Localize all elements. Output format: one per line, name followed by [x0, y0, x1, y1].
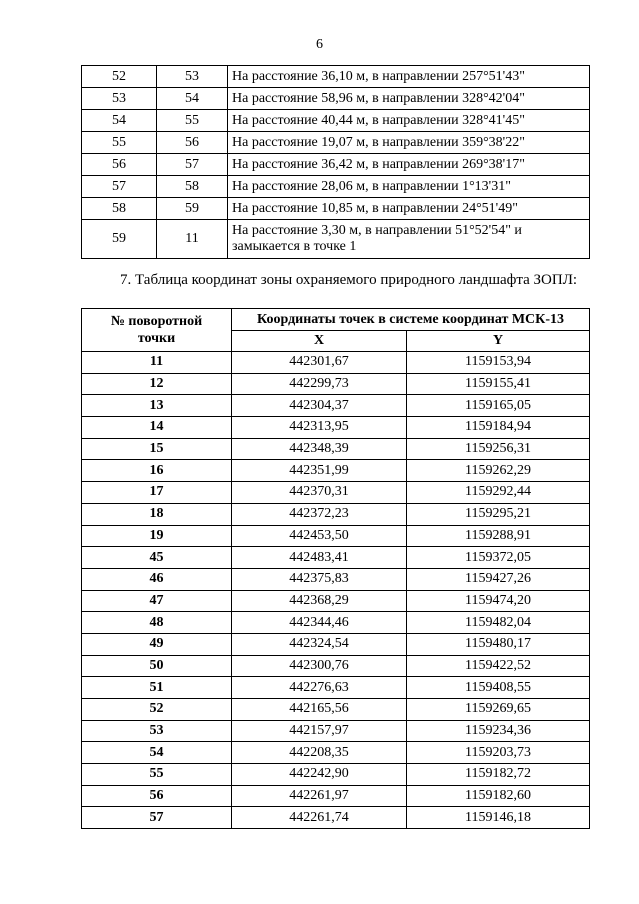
point-number-cell: 57: [82, 807, 232, 829]
point-number-cell: 16: [82, 460, 232, 482]
point-number-cell: 15: [82, 438, 232, 460]
x-cell: 442304,37: [232, 395, 407, 417]
segments-table: [81, 65, 590, 259]
point-number-cell: 49: [82, 633, 232, 655]
to-point-cell: 54: [157, 88, 228, 110]
x-cell: 442483,41: [232, 547, 407, 569]
y-cell: 1159153,94: [407, 352, 590, 374]
coordinates-table: [81, 308, 590, 829]
table-row: [82, 482, 590, 504]
y-cell: 1159234,36: [407, 720, 590, 742]
to-point-cell: 56: [157, 132, 228, 154]
table-row: [82, 547, 590, 569]
from-point-cell: 55: [82, 132, 157, 154]
coordinates-header: Координаты точек в системе координат МСК-13: [232, 309, 590, 331]
table-row: [82, 176, 590, 198]
table-row: [82, 807, 590, 829]
table-row: [82, 699, 590, 721]
to-point-cell: 59: [157, 198, 228, 220]
table-row: [82, 352, 590, 374]
from-point-cell: 52: [82, 66, 157, 88]
point-number-cell: 47: [82, 590, 232, 612]
page-number: 6: [316, 37, 323, 52]
from-point-cell: 54: [82, 110, 157, 132]
description-line: замыкается в точке 1: [232, 239, 357, 254]
y-cell: 1159182,60: [407, 785, 590, 807]
header-row: [82, 309, 590, 331]
description-line: На расстояние 3,30 м, в направлении 51°52'54" и: [232, 223, 522, 238]
description-cell: [228, 220, 590, 259]
x-cell: 442299,73: [232, 373, 407, 395]
table-caption: 7. Таблица координат зоны охраняемого природного ландшафта ЗОПЛ:: [120, 272, 578, 288]
y-cell: 1159408,55: [407, 677, 590, 699]
x-cell: 442370,31: [232, 482, 407, 504]
y-cell: 1159422,52: [407, 655, 590, 677]
table-row: [82, 633, 590, 655]
point-number-cell: 54: [82, 742, 232, 764]
x-cell: 442348,39: [232, 438, 407, 460]
from-point-cell: 53: [82, 88, 157, 110]
description-cell: На расстояние 28,06 м, в направлении 1°13'31": [228, 176, 590, 198]
description-cell: На расстояние 58,96 м, в направлении 328°42'04": [228, 88, 590, 110]
point-number-cell: 12: [82, 373, 232, 395]
x-cell: 442368,29: [232, 590, 407, 612]
table-row: [82, 655, 590, 677]
x-cell: 442351,99: [232, 460, 407, 482]
point-header-line: № поворотной: [110, 314, 203, 329]
to-point-cell: 57: [157, 154, 228, 176]
y-cell: 1159165,05: [407, 395, 590, 417]
table-row: [82, 438, 590, 460]
description-cell: На расстояние 19,07 м, в направлении 359°38'22": [228, 132, 590, 154]
table-row: [82, 132, 590, 154]
to-point-cell: 53: [157, 66, 228, 88]
table-row: [82, 110, 590, 132]
y-cell: 1159427,26: [407, 568, 590, 590]
table-row: [82, 764, 590, 786]
table-row: [82, 395, 590, 417]
y-cell: 1159203,73: [407, 742, 590, 764]
table-row: [82, 373, 590, 395]
description-cell: На расстояние 36,42 м, в направлении 269°38'17": [228, 154, 590, 176]
x-cell: 442375,83: [232, 568, 407, 590]
table-row: [82, 220, 590, 259]
x-cell: 442276,63: [232, 677, 407, 699]
point-number-cell: 46: [82, 568, 232, 590]
x-cell: 442344,46: [232, 612, 407, 634]
y-cell: 1159182,72: [407, 764, 590, 786]
y-header: Y: [407, 331, 590, 352]
x-cell: 442300,76: [232, 655, 407, 677]
x-cell: 442242,90: [232, 764, 407, 786]
y-cell: 1159146,18: [407, 807, 590, 829]
y-cell: 1159256,31: [407, 438, 590, 460]
x-cell: 442324,54: [232, 633, 407, 655]
point-number-cell: 13: [82, 395, 232, 417]
table-row: [82, 460, 590, 482]
from-point-cell: 58: [82, 198, 157, 220]
to-point-cell: 11: [157, 220, 228, 259]
x-cell: 442157,97: [232, 720, 407, 742]
table-row: [82, 742, 590, 764]
x-cell: 442301,67: [232, 352, 407, 374]
point-number-cell: 11: [82, 352, 232, 374]
y-cell: 1159372,05: [407, 547, 590, 569]
table-row: [82, 417, 590, 439]
to-point-cell: 55: [157, 110, 228, 132]
description-cell: На расстояние 36,10 м, в направлении 257°51'43": [228, 66, 590, 88]
point-number-cell: 18: [82, 503, 232, 525]
y-cell: 1159295,21: [407, 503, 590, 525]
x-cell: 442313,95: [232, 417, 407, 439]
table-row: [82, 66, 590, 88]
table-row: [82, 590, 590, 612]
point-number-cell: 19: [82, 525, 232, 547]
point-number-cell: 14: [82, 417, 232, 439]
point-number-cell: 17: [82, 482, 232, 504]
point-number-cell: 45: [82, 547, 232, 569]
y-cell: 1159482,04: [407, 612, 590, 634]
point-number-cell: 50: [82, 655, 232, 677]
description-cell: На расстояние 10,85 м, в направлении 24°51'49": [228, 198, 590, 220]
table-row: [82, 198, 590, 220]
coordinates-body: [82, 352, 590, 829]
table-row: [82, 525, 590, 547]
x-cell: 442208,35: [232, 742, 407, 764]
y-cell: 1159155,41: [407, 373, 590, 395]
y-cell: 1159269,65: [407, 699, 590, 721]
x-cell: 442453,50: [232, 525, 407, 547]
point-number-header: [82, 309, 232, 352]
from-point-cell: 57: [82, 176, 157, 198]
table-row: [82, 785, 590, 807]
y-cell: 1159288,91: [407, 525, 590, 547]
table-row: [82, 154, 590, 176]
table-row: [82, 88, 590, 110]
description-cell: На расстояние 40,44 м, в направлении 328°41'45": [228, 110, 590, 132]
table-row: [82, 720, 590, 742]
y-cell: 1159480,17: [407, 633, 590, 655]
x-cell: 442372,23: [232, 503, 407, 525]
point-number-cell: 53: [82, 720, 232, 742]
x-cell: 442261,74: [232, 807, 407, 829]
table-row: [82, 612, 590, 634]
y-cell: 1159184,94: [407, 417, 590, 439]
x-cell: 442165,56: [232, 699, 407, 721]
y-cell: 1159292,44: [407, 482, 590, 504]
point-number-cell: 56: [82, 785, 232, 807]
table-row: [82, 503, 590, 525]
from-point-cell: 56: [82, 154, 157, 176]
table-row: [82, 568, 590, 590]
point-number-cell: 52: [82, 699, 232, 721]
point-number-cell: 51: [82, 677, 232, 699]
point-header-line: точки: [137, 331, 176, 346]
to-point-cell: 58: [157, 176, 228, 198]
table-row: [82, 677, 590, 699]
x-cell: 442261,97: [232, 785, 407, 807]
point-number-cell: 55: [82, 764, 232, 786]
x-header: X: [232, 331, 407, 352]
y-cell: 1159262,29: [407, 460, 590, 482]
point-number-cell: 48: [82, 612, 232, 634]
from-point-cell: 59: [82, 220, 157, 259]
y-cell: 1159474,20: [407, 590, 590, 612]
